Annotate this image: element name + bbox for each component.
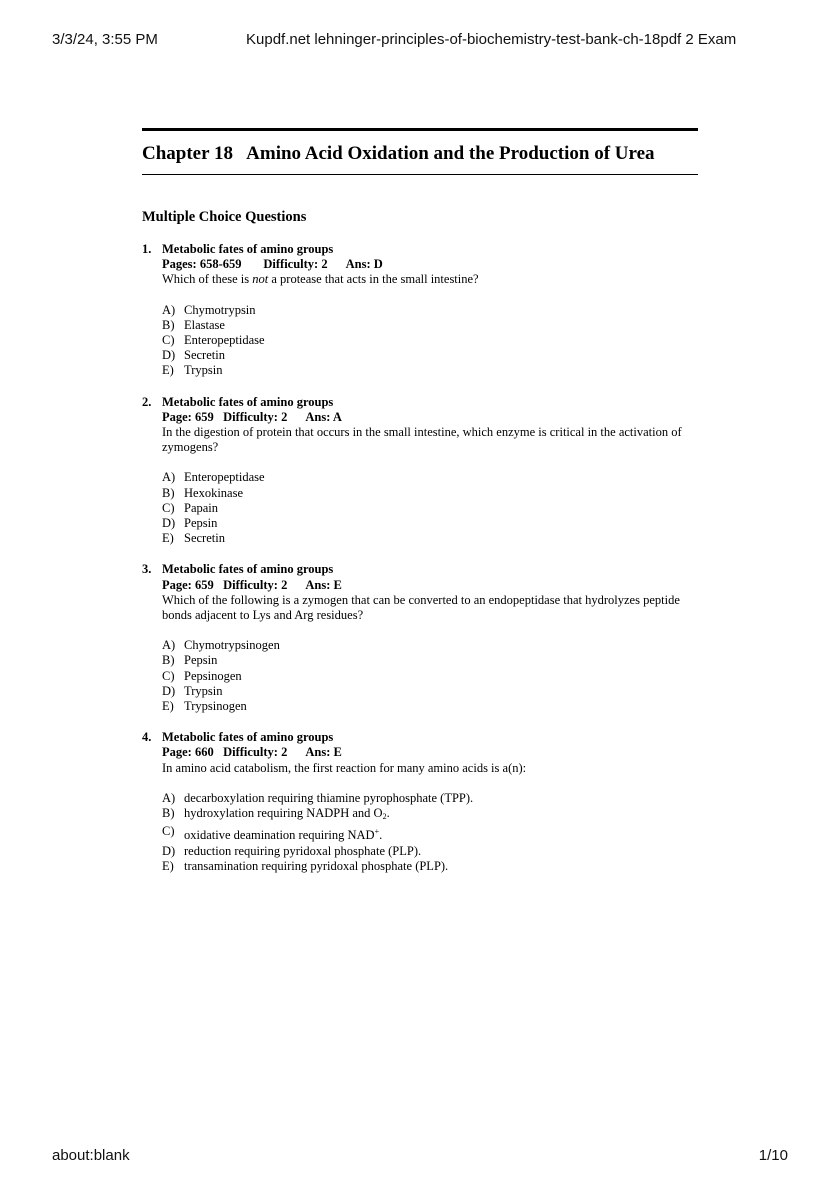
print-document-title: Kupdf.net lehninger-principles-of-biochemistry-test-bank-ch-18pdf 2 Exam <box>246 31 737 48</box>
answer-choice: D) Secretin <box>162 348 225 363</box>
question-meta: Page: 660 Difficulty: 2 Ans: E <box>162 745 342 760</box>
print-page-number: 1/10 <box>758 1147 788 1164</box>
question-number: 3. <box>142 562 152 577</box>
answer-choice: C) oxidative deamination requiring NAD+. <box>162 824 383 843</box>
question-1 <box>142 242 698 379</box>
answer-choice: E) transamination requiring pyridoxal phosphate (PLP). <box>162 858 449 873</box>
question-text: In amino acid catabolism, the first reaction for many amino acids is a(n): <box>162 760 527 775</box>
question-2 <box>142 395 698 547</box>
question-text: In the digestion of protein that occurs in the small intestine, which enzyme is critical in the activation of zymogens? <box>162 425 682 455</box>
answer-choice: B) Elastase <box>162 317 225 332</box>
question-topic: Metabolic fates of amino groups <box>162 562 334 577</box>
answer-choice: A) Chymotrypsinogen <box>162 638 280 653</box>
question-topic: Metabolic fates of amino groups <box>162 394 334 409</box>
answer-choices <box>162 303 698 379</box>
question-meta: Page: 659 Difficulty: 2 Ans: E <box>162 577 342 592</box>
answer-choice: B) Hexokinase <box>162 485 244 500</box>
answer-choice: D) Pepsin <box>162 516 218 531</box>
question-number: 4. <box>142 730 152 745</box>
answer-choices <box>162 470 698 546</box>
question-4 <box>142 730 698 874</box>
answer-choice: B) hydroxylation requiring NADPH and $O_2$. <box>162 806 390 822</box>
chapter-bottom-rule <box>142 174 698 175</box>
question-text: Which of the following is a zymogen that can be converted to an endopeptidase that hydrolyzes peptide bonds adjacent to Lys and Arg residues? <box>162 592 680 623</box>
answer-choice: C) Pepsinogen <box>162 668 242 683</box>
question-topic: Metabolic fates of amino groups <box>162 242 334 256</box>
chapter-title: Chapter 18 Amino Acid Oxidation and the Production of Urea <box>142 143 655 164</box>
print-url: about:blank <box>52 1147 130 1164</box>
answer-choice: A) Enteropeptidase <box>162 470 265 485</box>
question-topic: Metabolic fates of amino groups <box>162 730 334 745</box>
answer-choice: E) Trypsinogen <box>162 699 247 714</box>
answer-choice: B) Pepsin <box>162 653 218 668</box>
print-datetime: 3/3/24, 3:55 PM <box>52 31 158 48</box>
section-title: Multiple Choice Questions <box>142 209 307 225</box>
answer-choices <box>162 638 698 714</box>
answer-choice: E) Trypsin <box>162 363 223 378</box>
question-text: Which of these is not a protease that acts in the small intestine? <box>162 272 479 287</box>
question-meta: Page: 659 Difficulty: 2 Ans: A <box>162 409 342 424</box>
question-number: 2. <box>142 394 152 409</box>
question-number: 1. <box>142 242 152 256</box>
answer-choice: C) Papain <box>162 500 219 515</box>
answer-choice: E) Secretin <box>162 531 225 546</box>
answer-choice: A) decarboxylation requiring thiamine pyrophosphate (TPP). <box>162 790 474 805</box>
answer-choice: D) reduction requiring pyridoxal phosphate (PLP). <box>162 843 422 858</box>
answer-choices <box>162 791 698 874</box>
document-page <box>142 128 698 874</box>
answer-choice: A) Chymotrypsin <box>162 302 256 317</box>
answer-choice: D) Trypsin <box>162 683 223 698</box>
question-meta: Pages: 658-659 Difficulty: 2 Ans: D <box>162 257 383 272</box>
answer-choice: C) Enteropeptidase <box>162 333 265 348</box>
question-3 <box>142 562 698 714</box>
